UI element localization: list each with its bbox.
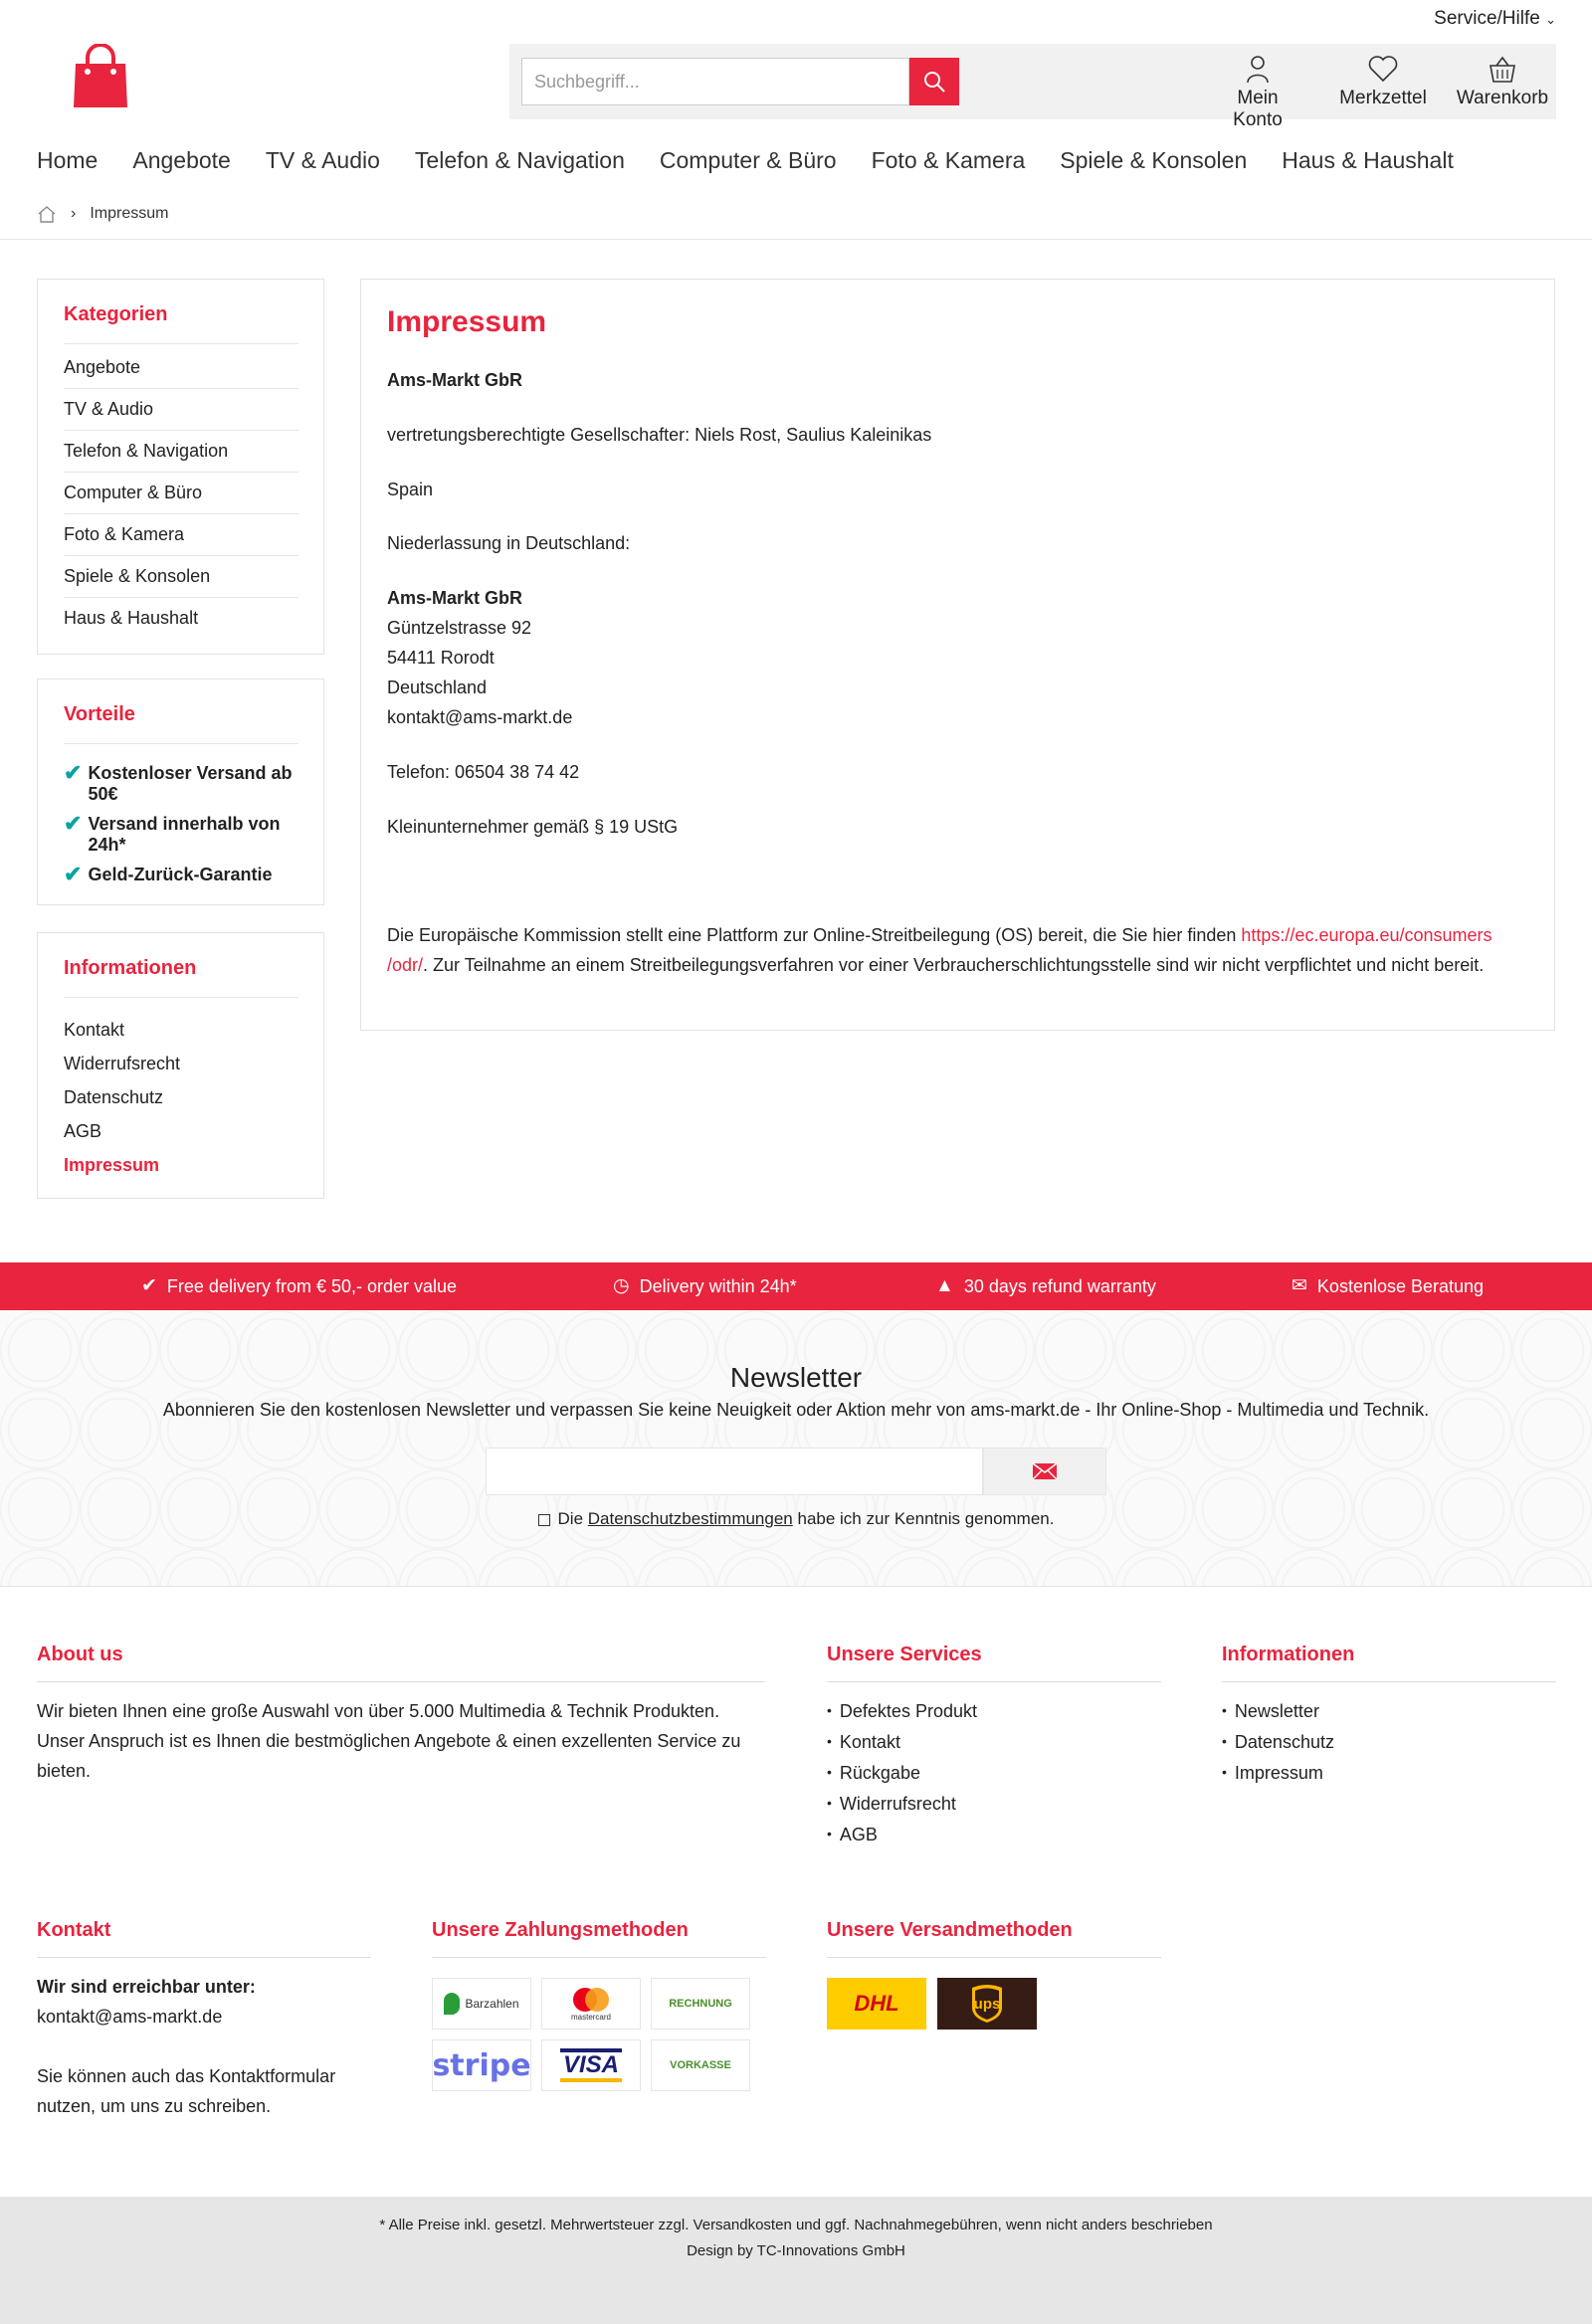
payment-label: mastercard (570, 2012, 611, 2022)
city-text: 54411 Rorodt (387, 648, 495, 668)
contact-title: Kontakt (37, 1919, 111, 1941)
contact-email[interactable]: kontakt@ams-markt.de (37, 2007, 223, 2027)
footer-info-link[interactable]: • Newsletter (1222, 1696, 1334, 1727)
divider (64, 343, 298, 344)
shipping-label: ups (973, 1995, 1001, 2013)
cart-label: Warenkorb (1456, 88, 1549, 108)
info-link-agb[interactable]: AGB (64, 1121, 102, 1141)
odr-link[interactable]: https://ec.europa.eu/consumers (1241, 925, 1492, 945)
branch-company: Ams-Markt GbR (387, 588, 523, 608)
usp-label: 30 days refund warranty (963, 1276, 1156, 1296)
categories-box (37, 279, 324, 655)
barzahlen-logo-icon (444, 1993, 460, 2015)
usp-label: Free delivery from € 50,- order value (166, 1276, 458, 1296)
payment-vorkasse (651, 2039, 750, 2091)
breadcrumb-current: Impressum (90, 205, 169, 222)
usp-label: Kostenlose Beratung (1316, 1276, 1485, 1296)
about-title: About us (37, 1644, 123, 1665)
category-item[interactable]: Spiele & Konsolen (64, 556, 298, 598)
mastercard-logo-icon (569, 1987, 613, 2013)
footer-service-link[interactable]: • Defektes Produkt (827, 1696, 977, 1727)
category-item[interactable]: Foto & Kamera (64, 514, 298, 556)
search-input[interactable]: Suchbegriff... (521, 58, 909, 105)
shipping-label: DHL (854, 1991, 899, 2016)
benefit-label: Geld-Zurück-Garantie (88, 865, 273, 884)
service-help-menu[interactable] (1434, 8, 1556, 30)
check-icon: ✔ (141, 1275, 157, 1296)
shop-logo[interactable] (72, 44, 129, 109)
country-text: Spain (387, 480, 434, 499)
branch-country: Deutschland (387, 678, 488, 697)
account-button[interactable] (1210, 54, 1305, 131)
category-item[interactable]: Telefon & Navigation (64, 431, 298, 473)
chevron-right-icon: › (71, 205, 77, 222)
about-line: Unser Anspruch ist es Ihnen die bestmöglichen Angebote & einen exzellenten Service zu (37, 1731, 741, 1751)
footer-service-link[interactable]: • Kontakt (827, 1727, 977, 1758)
payment-label: stripe (432, 2047, 531, 2083)
services-title: Unsere Services (827, 1644, 982, 1665)
usp-item (613, 1262, 797, 1310)
payment-stripe (432, 2039, 531, 2091)
shipping-title: Unsere Versandmethoden (827, 1919, 1073, 1941)
contact-reach: Wir sind erreichbar unter: (37, 1977, 256, 1997)
footer-info-link[interactable]: • Datenschutz (1222, 1727, 1334, 1758)
newsletter-section (0, 1310, 1592, 1587)
legal-text: * Alle Preise inkl. gesetzl. Mehrwertsteuer zzgl. Versandkosten und ggf. Nachnahmegebühren, wenn nicht anders beschrieben (379, 2217, 1213, 2233)
benefit-item (64, 760, 302, 805)
divider (1222, 1681, 1556, 1682)
footer-service-link[interactable]: • Widerrufsrecht (827, 1789, 977, 1820)
divider (64, 743, 298, 744)
shipping-ups (937, 1978, 1037, 2030)
info-link-impressum[interactable]: Impressum (64, 1155, 160, 1175)
payment-label: Barzahlen (465, 1997, 519, 2011)
tax-text: Kleinunternehmer gemäß § 19 UStG (387, 817, 679, 837)
basket-icon (1488, 54, 1517, 84)
account-label: Mein Konto (1233, 88, 1283, 130)
benefit-item (64, 862, 302, 886)
payment-label: VISA (562, 2051, 619, 2078)
street-text: Güntzelstrasse 92 (387, 618, 532, 638)
search-icon (922, 70, 946, 94)
newsletter-email-input[interactable] (486, 1448, 983, 1495)
breadcrumb (37, 205, 168, 223)
visa-stripe (560, 2078, 622, 2082)
odr-text: . Zur Teilnahme an einem Streitbeilegungsverfahren vor einer Verbraucherschlichtungsstelle sind wir nicht verpflichtet und nicht bereit. (423, 955, 1485, 975)
consent-text: habe ich zur Kenntnis genommen. (792, 1509, 1055, 1528)
email-text: kontakt@ams-markt.de (387, 707, 573, 727)
divider (37, 1957, 371, 1958)
info-link-datenschutz[interactable]: Datenschutz (64, 1087, 164, 1107)
cart-button[interactable] (1451, 54, 1554, 109)
benefits-title: Vorteile (64, 703, 135, 725)
newsletter-title: Newsletter (729, 1362, 863, 1393)
design-credit: Design by TC-Innovations GmbH (687, 2242, 905, 2259)
info-link-kontakt[interactable]: Kontakt (64, 1020, 125, 1040)
nav-item-computer-buero[interactable]: Computer & Büro (659, 147, 837, 173)
nav-item-haus-haushalt[interactable]: Haus & Haushalt (1282, 147, 1454, 173)
contact-form-text: nutzen, um uns zu schreiben. (37, 2096, 272, 2116)
privacy-consent (0, 1509, 1592, 1529)
impressum-content (360, 279, 1555, 1031)
shopping-bag-icon (72, 44, 129, 109)
main-navigation (37, 147, 1489, 174)
partners-text: vertretungsberechtigte Gesellschafter: Niels Rost, Saulius Kaleinikas (387, 425, 932, 445)
contact-form-text: Sie können auch das Kontaktformular (37, 2066, 336, 2086)
service-label: Service/Hilfe (1434, 8, 1540, 29)
footer-bottom (0, 2197, 1592, 2324)
payment-label: RECHNUNG (669, 1998, 732, 2010)
benefit-label: Versand innerhalb von 24h* (88, 814, 281, 855)
odr-paragraph (387, 920, 1541, 980)
footer-info-title: Informationen (1222, 1644, 1355, 1665)
footer-service-link[interactable]: • Rückgabe (827, 1758, 977, 1789)
divider (0, 239, 1592, 240)
benefits-box (37, 678, 324, 905)
usp-item (935, 1262, 1156, 1310)
shipping-dhl (827, 1978, 926, 2030)
chevron-down-icon: ⌄ (1545, 12, 1556, 27)
odr-text: Die Europäische Kommission stellt eine Plattform zur Online-Streitbeilegung (OS) bereit, die Sie hier finden (387, 925, 1242, 945)
clock-icon: ◷ (613, 1275, 630, 1296)
header-bar (509, 44, 1556, 130)
company-name: Ams-Markt GbR (387, 370, 523, 390)
info-title: Informationen (64, 957, 197, 979)
nav-item-home[interactable]: Home (37, 147, 99, 173)
search-button[interactable] (909, 58, 959, 105)
divider (64, 997, 298, 998)
info-box (37, 932, 324, 1199)
about-line: bieten. (37, 1761, 92, 1781)
footer-service-link[interactable]: • AGB (827, 1820, 977, 1850)
contact-text (37, 1972, 335, 2121)
divider (432, 1957, 766, 1958)
payment-title: Unsere Zahlungsmethoden (432, 1919, 689, 1941)
privacy-link[interactable]: Datenschutzbestimmungen (587, 1509, 793, 1528)
category-item[interactable]: Angebote (64, 347, 298, 389)
phone-text: Telefon: 06504 38 74 42 (387, 762, 580, 782)
envelope-icon (1033, 1463, 1057, 1479)
nav-item-tv-audio[interactable]: TV & Audio (265, 147, 380, 173)
thumbs-up-icon: ▲ (935, 1275, 954, 1296)
wishlist-button[interactable] (1333, 54, 1433, 109)
category-item[interactable]: Haus & Haushalt (64, 608, 199, 628)
category-item[interactable]: Computer & Büro (64, 473, 298, 514)
nav-item-angebote[interactable]: Angebote (132, 147, 231, 173)
newsletter-subtitle: Abonnieren Sie den kostenlosen Newsletter und verpassen Sie keine Neuigkeit oder Aktion mehr von ams-markt.de - Ihr Online-Shop - Multimedia und Technik. (162, 1400, 1430, 1420)
category-item[interactable]: TV & Audio (64, 389, 298, 431)
envelope-icon: ✉ (1292, 1275, 1307, 1296)
payment-rechnung (651, 1978, 750, 2030)
branch-label: Niederlassung in Deutschland: (387, 533, 631, 553)
usp-item (1292, 1262, 1484, 1310)
divider (37, 1681, 765, 1682)
usp-label: Delivery within 24h* (639, 1276, 797, 1296)
usp-bar (0, 1262, 1592, 1310)
check-icon: ✔ (64, 811, 83, 836)
privacy-checkbox[interactable] (538, 1514, 550, 1526)
nav-item-telefon-navigation[interactable]: Telefon & Navigation (414, 147, 625, 173)
categories-title: Kategorien (64, 303, 168, 325)
check-icon: ✔ (64, 760, 83, 785)
footer-info-link[interactable]: • Impressum (1222, 1758, 1334, 1789)
nav-item-spiele-konsolen[interactable]: Spiele & Konsolen (1060, 147, 1248, 173)
usp-item (141, 1262, 457, 1310)
consent-text: Die (557, 1509, 588, 1528)
nav-item-foto-kamera[interactable]: Foto & Kamera (871, 147, 1026, 173)
odr-link[interactable]: /odr/ (387, 955, 424, 975)
payment-label: VORKASSE (670, 2059, 731, 2071)
payment-barzahlen (432, 1978, 531, 2030)
benefit-item (64, 811, 302, 856)
divider (827, 1681, 1161, 1682)
about-line: Wir bieten Ihnen eine große Auswahl von über 5.000 Multimedia & Technik Produkten. (37, 1701, 720, 1721)
wishlist-label: Merkzettel (1339, 88, 1427, 108)
payment-visa (541, 2039, 641, 2091)
divider (827, 1957, 1161, 1958)
home-icon[interactable] (37, 205, 57, 223)
payment-mastercard (541, 1978, 641, 2030)
user-icon (1245, 54, 1271, 84)
about-text (37, 1696, 740, 1786)
newsletter-submit-button[interactable] (983, 1448, 1106, 1495)
heart-icon (1367, 54, 1399, 84)
info-link-widerrufsrecht[interactable]: Widerrufsrecht (64, 1054, 181, 1073)
page-title: Impressum (387, 305, 547, 338)
benefit-label: Kostenloser Versand ab 50€ (88, 763, 293, 804)
check-icon: ✔ (64, 862, 83, 886)
